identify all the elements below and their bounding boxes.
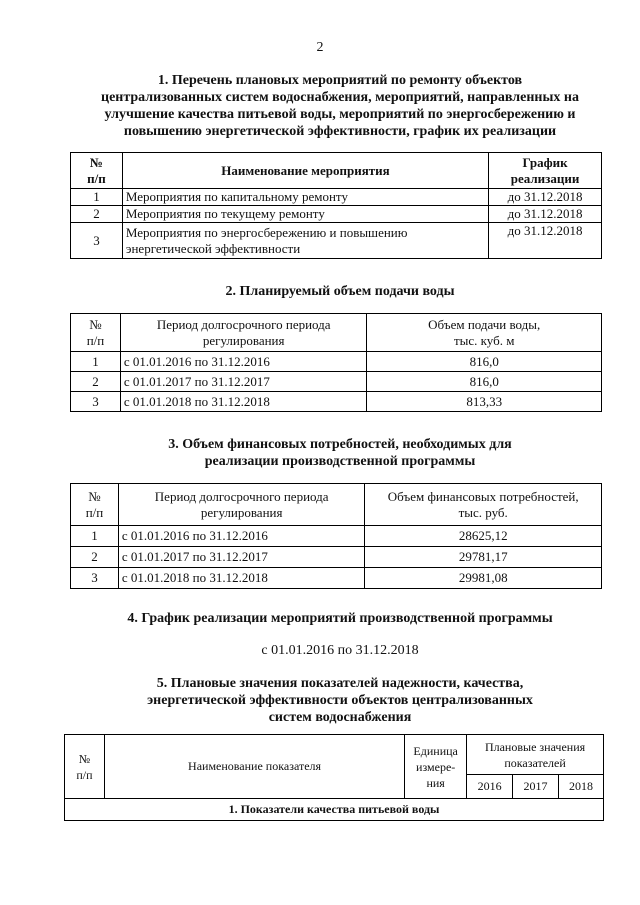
row-num: 1 <box>71 526 119 547</box>
header-year: 2016 <box>467 775 513 799</box>
section2-title: 2. Планируемый объем подачи воды <box>225 284 455 299</box>
header-unit-line1: Единица <box>413 743 458 758</box>
header-year: 2018 <box>559 775 604 799</box>
header-num <box>65 735 105 799</box>
table-row <box>71 352 602 372</box>
row-measure <box>122 223 488 259</box>
row-num: 2 <box>71 547 119 568</box>
header-volume <box>367 314 602 352</box>
header-period <box>120 314 367 352</box>
header-planned-line1: Плановые значения <box>484 739 586 754</box>
row-num: 3 <box>71 568 119 589</box>
row-financial: 28625,12 <box>365 526 602 547</box>
row-num: 1 <box>71 352 121 372</box>
header-planned-line2: показателей <box>504 755 566 770</box>
section1-title-line: 1. Перечень плановых мероприятий по ремонту объектов <box>157 73 523 88</box>
row-volume: 813,33 <box>367 392 602 412</box>
header-planned-values <box>467 735 604 775</box>
row-schedule: до 31.12.2018 <box>489 223 602 259</box>
header-year: 2017 <box>513 775 559 799</box>
financial-needs-table <box>70 483 602 589</box>
section3-title-line: 3. Объем финансовых потребностей, необходимых для <box>168 437 512 452</box>
header-num-line1: № <box>89 316 102 332</box>
table-row <box>71 372 602 392</box>
header-num-line1: № <box>88 488 101 504</box>
table-row <box>71 526 602 547</box>
row-period: с 01.01.2017 по 31.12.2017 <box>118 547 365 568</box>
row-period: с 01.01.2017 по 31.12.2017 <box>120 372 367 392</box>
subheader-water-quality: 1. Показатели качества питьевой воды <box>65 799 604 821</box>
section3-title-line: реализации производственной программы <box>204 454 476 469</box>
header-num-line2: п/п <box>76 767 93 782</box>
header-volume-line2: тыс. куб. м <box>453 332 515 348</box>
page-number: 2 <box>316 40 324 55</box>
row-num: 1 <box>71 189 123 206</box>
header-indicator-name: Наименование показателя <box>104 735 404 799</box>
row-period: с 01.01.2016 по 31.12.2016 <box>120 352 367 372</box>
row-measure-line2: энергетической эффективности <box>125 240 301 256</box>
section1-title-line: централизованных систем водоснабжения, мероприятий, направленных на <box>101 90 579 105</box>
section5-title-line: 5. Плановые значения показателей надежности, качества, <box>156 676 524 691</box>
row-measure: Мероприятия по капитальному ремонту <box>122 189 488 206</box>
header-financial-line2: тыс. руб. <box>458 504 508 520</box>
row-num: 2 <box>71 206 123 223</box>
row-financial: 29981,08 <box>365 568 602 589</box>
table-subheader-row <box>65 799 604 821</box>
header-num-line2: п/п <box>85 504 104 520</box>
header-period-line2: регулирования <box>202 332 285 348</box>
row-num: 3 <box>71 392 121 412</box>
header-num <box>71 153 123 189</box>
header-period-line1: Период долгосрочного периода <box>154 488 329 504</box>
section4-period: с 01.01.2016 по 31.12.2018 <box>261 643 419 658</box>
table-row <box>71 223 602 259</box>
row-schedule: до 31.12.2018 <box>489 206 602 223</box>
header-schedule-line1: График <box>522 154 568 170</box>
header-financial <box>365 484 602 526</box>
header-num <box>71 314 121 352</box>
header-num-line1: № <box>78 751 91 766</box>
header-unit-line3: ния <box>426 775 445 790</box>
table-header-row <box>71 314 602 352</box>
header-schedule-line2: реализации <box>510 170 580 186</box>
row-measure-line1: Мероприятия по энергосбережению и повышению <box>125 224 408 240</box>
header-financial-line1: Объем финансовых потребностей, <box>387 488 579 504</box>
section5-title-line: энергетической эффективности объектов централизованных <box>147 693 533 708</box>
table-header-row <box>65 735 604 775</box>
row-num: 2 <box>71 372 121 392</box>
table-row <box>71 206 602 223</box>
section1-title-line: улучшение качества питьевой воды, мероприятий по энергосбережению и <box>104 107 576 122</box>
row-period: с 01.01.2016 по 31.12.2016 <box>118 526 365 547</box>
table-row <box>71 547 602 568</box>
table-header-row <box>71 153 602 189</box>
header-measure-name: Наименование мероприятия <box>122 153 488 189</box>
header-unit <box>405 735 467 799</box>
header-period-line2: регулирования <box>200 504 283 520</box>
row-volume: 816,0 <box>367 372 602 392</box>
row-num: 3 <box>71 223 123 259</box>
section1-title-line: повышению энергетической эффективности, график их реализации <box>123 124 557 139</box>
header-period <box>118 484 365 526</box>
section5-title-line: систем водоснабжения <box>268 710 412 725</box>
header-num-line2: п/п <box>87 170 106 186</box>
header-num-line1: № <box>89 154 103 170</box>
row-financial: 29781,17 <box>365 547 602 568</box>
indicators-table <box>64 734 604 821</box>
row-schedule: до 31.12.2018 <box>489 189 602 206</box>
header-num-line2: п/п <box>86 332 105 348</box>
section4-title: 4. График реализации мероприятий производственной программы <box>127 611 553 626</box>
row-measure: Мероприятия по текущему ремонту <box>122 206 488 223</box>
row-period: с 01.01.2018 по 31.12.2018 <box>118 568 365 589</box>
header-num <box>71 484 119 526</box>
header-schedule <box>489 153 602 189</box>
table-row <box>71 568 602 589</box>
row-period: с 01.01.2018 по 31.12.2018 <box>120 392 367 412</box>
measures-table <box>70 152 602 259</box>
table-row <box>71 392 602 412</box>
table-header-row <box>71 484 602 526</box>
table-row <box>71 189 602 206</box>
section3-title <box>60 436 620 470</box>
section5-title <box>60 675 620 726</box>
header-volume-line1: Объем подачи воды, <box>428 316 541 332</box>
header-period-line1: Период долгосрочного периода <box>156 316 331 332</box>
row-volume: 816,0 <box>367 352 602 372</box>
section1-title <box>60 72 620 140</box>
water-volume-table <box>70 313 602 412</box>
header-unit-line2: измере- <box>416 759 456 774</box>
